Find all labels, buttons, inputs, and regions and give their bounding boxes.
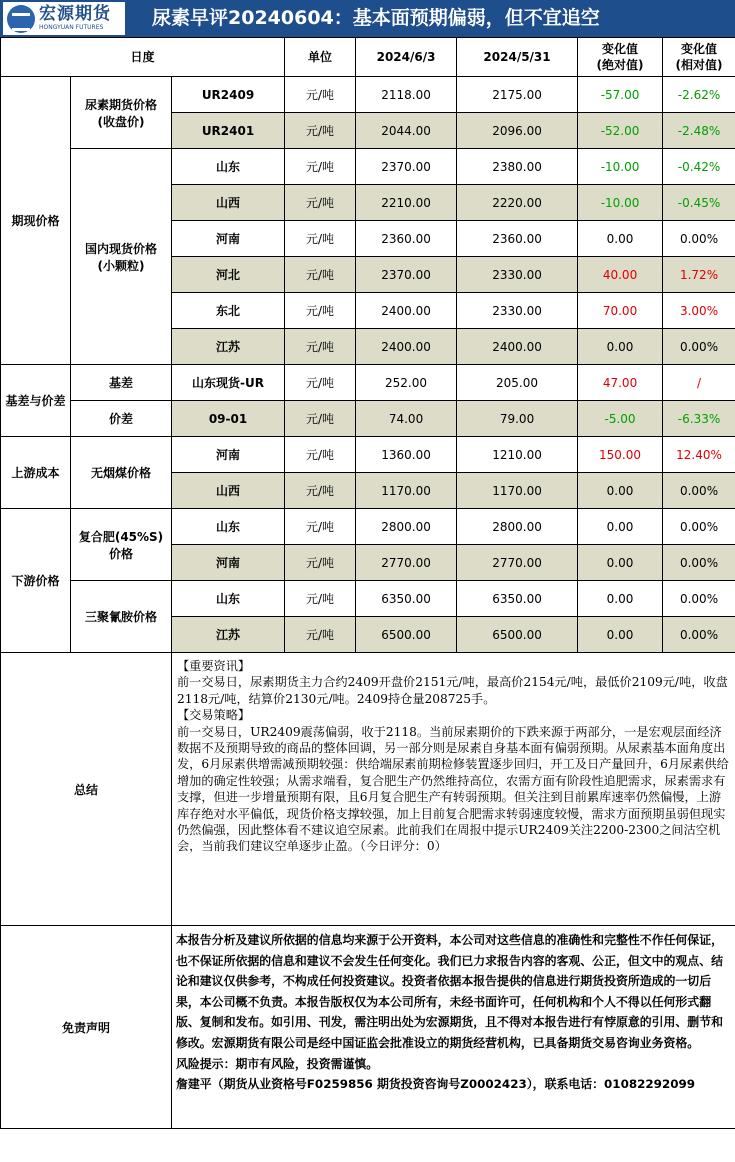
value-previous: 205.00 (457, 365, 578, 401)
item-name: 江苏 (172, 617, 285, 653)
value-current: 2770.00 (356, 545, 457, 581)
item-name: 江苏 (172, 329, 285, 365)
table-row (1, 581, 735, 617)
value-previous: 2380.00 (457, 149, 578, 185)
change-absolute: 47.00 (578, 365, 663, 401)
risk-notice: 风险提示：期市有风险，投资需谨慎。 (176, 1056, 379, 1071)
table-row (1, 401, 735, 437)
item-name: 山西 (172, 473, 285, 509)
change-absolute: 0.00 (578, 617, 663, 653)
change-absolute: 0.00 (578, 329, 663, 365)
unit-cell: 元/吨 (285, 581, 356, 617)
item-name: 山西 (172, 185, 285, 221)
subgroup-label: 价差 (71, 401, 172, 437)
value-previous: 1210.00 (457, 437, 578, 473)
report-title: 尿素早评20240604：基本面预期偏弱，但不宜追空 (152, 7, 600, 29)
item-name: 山东 (172, 149, 285, 185)
unit-cell: 元/吨 (285, 257, 356, 293)
change-relative: 0.00% (663, 545, 735, 581)
change-absolute: 150.00 (578, 437, 663, 473)
value-current: 2360.00 (356, 221, 457, 257)
item-name: 山东 (172, 581, 285, 617)
unit-cell: 元/吨 (285, 509, 356, 545)
value-current: 1360.00 (356, 437, 457, 473)
change-absolute: 0.00 (578, 509, 663, 545)
unit-cell: 元/吨 (285, 149, 356, 185)
header-row (1, 38, 735, 77)
value-previous: 2360.00 (457, 221, 578, 257)
value-current: 2800.00 (356, 509, 457, 545)
change-absolute: -5.00 (578, 401, 663, 437)
value-current: 2210.00 (356, 185, 457, 221)
item-name: 东北 (172, 293, 285, 329)
change-absolute: -10.00 (578, 185, 663, 221)
table-row (1, 77, 735, 113)
change-absolute: -57.00 (578, 77, 663, 113)
change-relative: -6.33% (663, 401, 735, 437)
unit-cell: 元/吨 (285, 401, 356, 437)
disclaimer-text: 本报告分析及建议所依据的信息均来源于公开资料，本公司对这些信息的准确性和完整性不作任何保证，也不保证所依据的信息和建议不会发生任何变化。我们已力求报告内容的客观、公正，但文中的观点、结论和建议仅供参考，不构成任何投资建议。投资者依据本报告提供的信息进行期货投资所造成的一切后果，本公司概不负责。本报告版权仅为本公司所有，未经书面许可，任何机构和个人不得以任何形式翻版、复制和发布。如引用、刊发，需注明出处为宏源期货，且不得对本报告进行有悖原意的引用、删节和修改。宏源期货有限公司是经中国证监会批准设立的期货经营机构，已具备期货交易咨询业务资格。 (176, 933, 723, 1050)
change-relative: 3.00% (663, 293, 735, 329)
col-date: 日度 (1, 38, 285, 77)
unit-cell: 元/吨 (285, 617, 356, 653)
unit-cell: 元/吨 (285, 221, 356, 257)
value-previous: 2220.00 (457, 185, 578, 221)
value-previous: 2800.00 (457, 509, 578, 545)
subgroup-label: 无烟煤价格 (71, 437, 172, 509)
summary-heading-strategy: 【交易策略】 (177, 708, 251, 723)
change-relative: 0.00% (663, 617, 735, 653)
value-previous: 2400.00 (457, 329, 578, 365)
item-name: 山东 (172, 509, 285, 545)
table-row (1, 149, 735, 185)
value-previous: 2175.00 (457, 77, 578, 113)
value-current: 1170.00 (356, 473, 457, 509)
col-chg-abs: 变化值 (绝对值) (578, 38, 663, 77)
col-chg-rel: 变化值 (相对值) (663, 38, 735, 77)
change-relative: 0.00% (663, 221, 735, 257)
change-relative: -2.62% (663, 77, 735, 113)
value-previous: 6500.00 (457, 617, 578, 653)
value-current: 2370.00 (356, 149, 457, 185)
change-absolute: 0.00 (578, 221, 663, 257)
change-absolute: 0.00 (578, 545, 663, 581)
disclaimer-content (172, 926, 735, 1129)
change-relative: 0.00% (663, 581, 735, 617)
subgroup-label: 尿素期货价格 (收盘价) (71, 77, 172, 149)
company-logo (3, 2, 125, 35)
value-current: 2400.00 (356, 293, 457, 329)
value-current: 6350.00 (356, 581, 457, 617)
unit-cell: 元/吨 (285, 437, 356, 473)
value-previous: 2770.00 (457, 545, 578, 581)
change-relative: 0.00% (663, 329, 735, 365)
change-relative: -2.48% (663, 113, 735, 149)
author-info: 詹建平（期货从业资格号F0259856 期货投资咨询号Z0002423），联系电话：01082292099 (176, 1077, 696, 1092)
value-current: 2044.00 (356, 113, 457, 149)
value-current: 6500.00 (356, 617, 457, 653)
change-relative: -0.45% (663, 185, 735, 221)
item-name: 河南 (172, 437, 285, 473)
value-previous: 6350.00 (457, 581, 578, 617)
summary-row (1, 653, 735, 926)
col-unit: 单位 (285, 38, 356, 77)
unit-cell: 元/吨 (285, 545, 356, 581)
change-absolute: -52.00 (578, 113, 663, 149)
change-absolute: 70.00 (578, 293, 663, 329)
report-header (0, 0, 735, 37)
subgroup-label: 三聚氰胺价格 (71, 581, 172, 653)
change-relative: -0.42% (663, 149, 735, 185)
item-name: UR2401 (172, 113, 285, 149)
subgroup-label: 基差 (71, 365, 172, 401)
summary-heading-news: 【重要资讯】 (177, 659, 251, 673)
unit-cell: 元/吨 (285, 77, 356, 113)
section-label: 下游价格 (1, 509, 71, 653)
item-name: 河南 (172, 221, 285, 257)
item-name: 山东现货-UR (172, 365, 285, 401)
logo-icon (7, 5, 35, 33)
disclaimer-label: 免责声明 (1, 926, 172, 1129)
unit-cell: 元/吨 (285, 329, 356, 365)
change-absolute: 40.00 (578, 257, 663, 293)
summary-strategy: 前一交易日，UR2409震荡偏弱，收于2118。当前尿素期价的下跌来源于两部分，一是宏观层面经济数据不及预期导致的商品的整体回调，另一部分则是尿素自身基本面有偏弱预期。从尿素基本面角度出发，6月尿素供增需减预期较强：供给端尿素前期检修装置逐步回归，开工及日产量回升，6月尿素供给增加的确定性较强；从需求端看，复合肥生产仍然维持高位，农需方面有阶段性追肥需求，尿素需求有支撑，但进一步增量预期有限，且6月复合肥生产有转弱预期。但关注到目前累库速率仍然偏慢，上游库存绝对水平偏低，现货价格支撑较强，加上目前复合肥需求转弱速度较慢，需求方面预期虽弱但现实仍然偏强，因此整体看不建议追空尿素。此前我们在周报中提示UR2409关注2200-2300之间沽空机会，当前我们建议空单逐步止盈。（今日评分：0） (177, 724, 729, 854)
col-date1: 2024/6/3 (356, 38, 457, 77)
value-current: 2370.00 (356, 257, 457, 293)
change-relative: 12.40% (663, 437, 735, 473)
value-current: 74.00 (356, 401, 457, 437)
change-relative: 1.72% (663, 257, 735, 293)
subgroup-label: 国内现货价格 (小颗粒) (71, 149, 172, 365)
section-label: 期现价格 (1, 77, 71, 365)
item-name: 河南 (172, 545, 285, 581)
item-name: 09-01 (172, 401, 285, 437)
summary-label: 总结 (1, 653, 172, 926)
value-current: 2400.00 (356, 329, 457, 365)
table-row (1, 437, 735, 473)
change-relative: / (663, 365, 735, 401)
value-previous: 1170.00 (457, 473, 578, 509)
value-previous: 2330.00 (457, 257, 578, 293)
section-label: 基差与价差 (1, 365, 71, 437)
item-name: UR2409 (172, 77, 285, 113)
value-previous: 79.00 (457, 401, 578, 437)
logo-en: HONGYUAN FUTURES (39, 24, 104, 31)
value-previous: 2330.00 (457, 293, 578, 329)
change-relative: 0.00% (663, 473, 735, 509)
unit-cell: 元/吨 (285, 365, 356, 401)
value-previous: 2096.00 (457, 113, 578, 149)
price-table (0, 37, 735, 1129)
summary-news: 前一交易日，尿素期货主力合约2409开盘价2151元/吨，最高价2154元/吨，最低价2109元/吨，收盘2118元/吨，结算价2130元/吨。2409持仓量208725手。 (177, 675, 728, 706)
unit-cell: 元/吨 (285, 113, 356, 149)
item-name: 河北 (172, 257, 285, 293)
change-absolute: 0.00 (578, 581, 663, 617)
disclaimer-row (1, 926, 735, 1129)
unit-cell: 元/吨 (285, 185, 356, 221)
change-relative: 0.00% (663, 509, 735, 545)
unit-cell: 元/吨 (285, 293, 356, 329)
unit-cell: 元/吨 (285, 473, 356, 509)
section-label: 上游成本 (1, 437, 71, 509)
table-row (1, 365, 735, 401)
subgroup-label: 复合肥(45%S) 价格 (71, 509, 172, 581)
col-date2: 2024/5/31 (457, 38, 578, 77)
change-absolute: -10.00 (578, 149, 663, 185)
change-absolute: 0.00 (578, 473, 663, 509)
logo-cn: 宏源期货 (39, 4, 111, 24)
value-current: 252.00 (356, 365, 457, 401)
table-row (1, 509, 735, 545)
value-current: 2118.00 (356, 77, 457, 113)
summary-content (172, 653, 735, 926)
